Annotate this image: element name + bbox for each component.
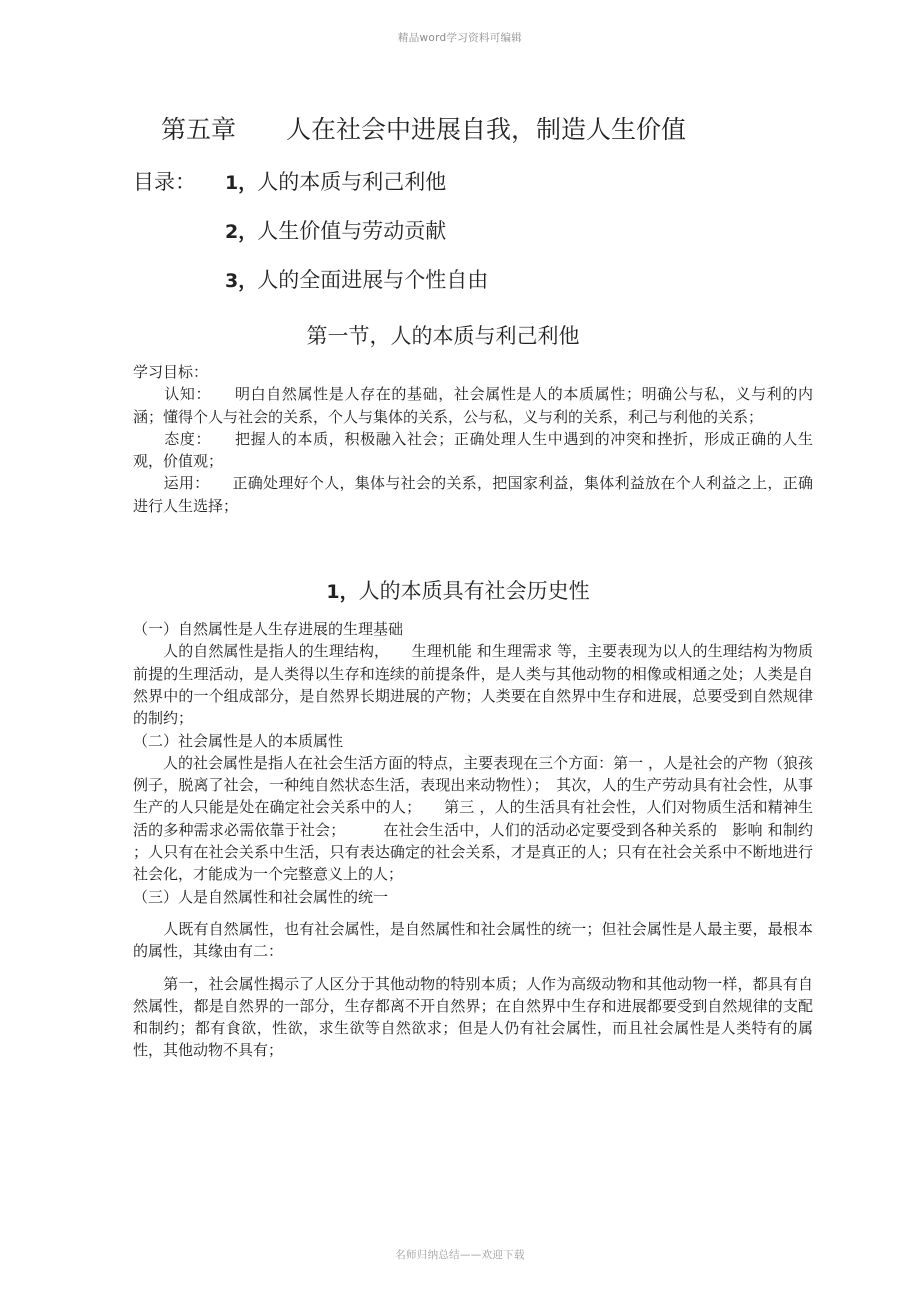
running-header: 精品word学习资料可编辑 xyxy=(397,32,523,44)
toc-item-label: 人的全面进展与个性自由 xyxy=(257,268,489,292)
table-of-contents xyxy=(133,158,813,305)
toc-item-label: 人的本质与利己利他 xyxy=(257,170,447,194)
toc-label: 目录： xyxy=(133,170,196,194)
subsection-heading-two: （二）社会属性是人的本质属性 xyxy=(133,731,344,750)
objective-application: 运用： 正确处理好个人，集体与社会的关系，把国家利益，集体利益放在个人利益之上，正确进行人生选择； xyxy=(133,474,813,515)
subsection-body-one: 人的自然属性是指人的生理结构， 生理机能 和生理需求 等，主要表现为以人的生理结构为物质前提的生理活动，是人类得以生存和连续的前提条件，是人类与其他动物的相像或相通之处；人类是自然界中的一个组成部分，是自然界长期进展的产物；人类要在自然界中生存和进展，总要受到自然规律的制约； xyxy=(133,642,813,728)
spacer xyxy=(133,517,813,547)
toc-item-number: 2， xyxy=(225,221,258,243)
subsection-heading-one: （一）自然属性是人生存进展的生理基础 xyxy=(133,620,404,639)
topic-heading xyxy=(133,571,813,612)
subsection-body-two: 人的社会属性是指人在社会生活方面的特点，主要表现在三个方面：第一 ，人是社会的产物（狼孩例子，脱离了社会，一种纯自然状态生活，表现出来动物性）； 其次，人的生产劳动具有社会性，从事生产的人只能是处在确定社会关系中的人； 第三 ，人的生活具有社会性，人们对物质生活和精神生活的多种需求必需依靠于社会； 在社会生活中，人们的活动必定要受到各种关系的 影响 和制约 ；人只有在社会关系中生活，只有表达确定的社会关系，才是真正的人；只有在社会关系中不断地进行社会化，才能成为一个完整意义上的人； xyxy=(133,753,818,884)
toc-item-label: 人生价值与劳动贡献 xyxy=(257,219,447,243)
subsection-body-three-continued: 第一，社会属性揭示了人区分于其他动物的特别本质；人作为高级动物和其他动物一样，都具有自然属性，都是自然界的一部分，生存都离不开自然界；在自然界中生存和进展都要受到自然规律的支配和制约；都有食欲，性欲，求生欲等自然欲求；但是人仍有社会属性，而且社会属性是人类特有的属性，其他动物不具有； xyxy=(133,974,813,1060)
objectives-label: 学习目标： xyxy=(133,363,209,381)
subsection-heading-three: （三）人是自然属性和社会属性的统一 xyxy=(133,887,389,906)
topic-heading-label: 人的本质具有社会历史性 xyxy=(358,579,590,604)
spacer xyxy=(133,963,813,973)
toc-row xyxy=(133,158,813,207)
page-title: 第五章 人在社会中进展自我，制造人生价值 xyxy=(161,115,687,144)
toc-row xyxy=(133,256,813,305)
section-heading: 第一节，人的本质与利己利他 xyxy=(306,324,580,348)
toc-item-number: 1， xyxy=(225,172,258,194)
document-content xyxy=(133,108,818,1062)
topic-number: 1， xyxy=(326,581,359,604)
spacer xyxy=(133,908,813,918)
objective-cognition: 认知： 明白自然属性是人存在的基础，社会属性是人的本质属性；明确公与私，义与利的内涵；懂得个人与社会的关系，个人与集体的关系，公与私，义与利的关系，利己与利他的关系； xyxy=(133,385,813,426)
running-footer: 名师归纳总结——欢迎下载 xyxy=(395,1249,525,1261)
toc-item-number: 3， xyxy=(225,270,258,292)
toc-row xyxy=(133,207,813,256)
subsection-body-three: 人既有自然属性，也有社会属性，是自然属性和社会属性的统一；但社会属性是人最主要，最根本的属性，其缘由有二： xyxy=(133,919,813,961)
objective-attitude: 态度： 把握人的本质，积极融入社会；正确处理人生中遇到的冲突和挫折，形成正确的人生观，价值观； xyxy=(133,429,813,471)
